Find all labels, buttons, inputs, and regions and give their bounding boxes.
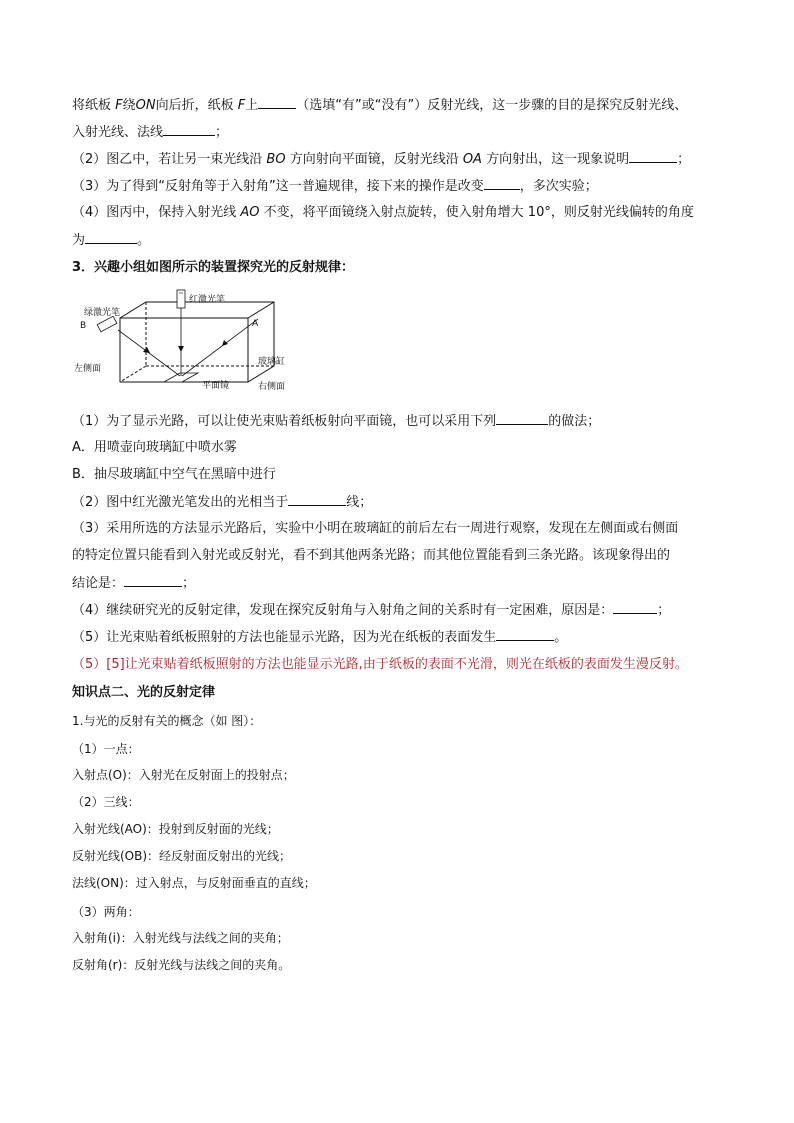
point-b-label: B: [80, 321, 87, 331]
reflection-apparatus-figure: [72, 286, 312, 398]
q3-sub-2: （2）图中红光激光笔发出的光相当于 线；: [72, 495, 373, 510]
answer-blank[interactable]: [629, 150, 677, 163]
q3-sub-3-line-3: 结论是： ；: [72, 576, 196, 591]
tank-top-right-edges: [120, 302, 274, 382]
section-line-9: 入射角(i)：入射光线与法线之间的夹角；: [72, 931, 289, 945]
answer-blank[interactable]: [484, 177, 520, 190]
q3-sub-3-line-2: 的特定位置只能看到入射光或反射光，看不到其他两条光路；而其他位置能看到三条光路。该现象得出的: [72, 548, 671, 563]
answer-blank[interactable]: [288, 493, 346, 506]
answer-blank[interactable]: [163, 123, 215, 136]
q3-sub-5: （5）让光束贴着纸板照射的方法也能显示光路，因为光在纸板的表面发生 。: [72, 630, 568, 645]
q3-sub-4: （4）继续研究光的反射定律，发现在探究反射角与入射角之间的关系时有一定困难，原因是： ；: [72, 603, 671, 618]
answer-blank[interactable]: [496, 412, 548, 425]
section-line-4: （2）三线：: [72, 795, 140, 809]
answer-blank[interactable]: [496, 628, 554, 641]
tank-front-face: [120, 318, 248, 382]
answer-blank[interactable]: [124, 574, 182, 587]
glass-tank-label: 玻璃缸: [258, 357, 286, 367]
section-line-2: （1）一点：: [72, 742, 140, 756]
section-line-6: 反射光线(OB)：经反射面反射出的光线；: [72, 849, 292, 863]
point-a-label: A: [252, 319, 259, 329]
section-line-10: 反射角(r)：反射光线与法线之间的夹角。: [72, 958, 291, 972]
q2-text-line-2: 入射光线、法线 ；: [72, 125, 229, 140]
red-laser-label: 红激光笔: [189, 295, 226, 305]
answer-blank[interactable]: [85, 231, 137, 244]
section-line-3: 入射点(O)：入射光在反射面上的投射点；: [72, 768, 295, 782]
left-side-label: 左侧面: [74, 364, 102, 374]
q3-sub-1: （1）为了显示光路，可以让使光束贴着纸板射向平面镜，也可以采用下列 的做法；: [72, 414, 601, 429]
section-line-8: （3）两角：: [72, 905, 140, 919]
q2-sub-4-cont: 为 。: [72, 233, 151, 248]
right-side-label: 右侧面: [258, 382, 286, 392]
answer-explanation: （5）[5]让光束贴着纸板照射的方法也能显示光路,由于纸板的表面不光滑，则光在纸板的表面发生漫反射。: [72, 657, 688, 672]
q2-text-line-1: 将纸板 F绕ON向后折，纸板 F上 （选填“有”或“没有”）反射光线，这一步骤的目的是探究反射光线、: [72, 98, 688, 113]
q2-sub-3: （3）为了得到“反射角等于入射角”这一普遍规律，接下来的操作是改变 ，多次实验；: [72, 179, 598, 194]
q2-sub-2: （2）图乙中，若让另一束光线沿 BO 方向射向平面镜，反射光线沿 OA 方向射出，这一现象说明 ；: [72, 152, 691, 167]
answer-blank[interactable]: [613, 601, 657, 614]
section-line-7: 法线(ON)：过入射点，与反射面垂直的直线；: [72, 876, 316, 890]
section-line-1: 1.与光的反射有关的概念（如 图）：: [72, 714, 262, 728]
q3-title: 3．兴趣小组如图所示的装置探究光的反射规律：: [72, 260, 355, 275]
q2-sub-4: （4）图丙中，保持入射光线 AO 不变，将平面镜绕入射点旋转，使入射角增大 10°，则反射光线偏转的角度: [72, 205, 694, 220]
q3-sub-3-line-1: （3）采用所选的方法显示光路后，实验中小明在玻璃缸的前后左右一周进行观察，发现在左侧面或右侧面: [72, 521, 679, 536]
option-a: A．用喷壶向玻璃缸中喷水雾: [72, 440, 237, 455]
section-line-5: 入射光线(AO)：投射到反射面的光线；: [72, 822, 279, 836]
green-laser-label: 绿激光笔: [84, 308, 121, 318]
answer-blank[interactable]: [258, 96, 296, 109]
section-title: 知识点二、光的反射定律: [72, 685, 216, 700]
option-b: B．抽尽玻璃缸中空气在黑暗中进行: [72, 467, 276, 482]
mirror-label: 平面镜: [202, 381, 230, 391]
green-laser-pen: [97, 316, 117, 332]
